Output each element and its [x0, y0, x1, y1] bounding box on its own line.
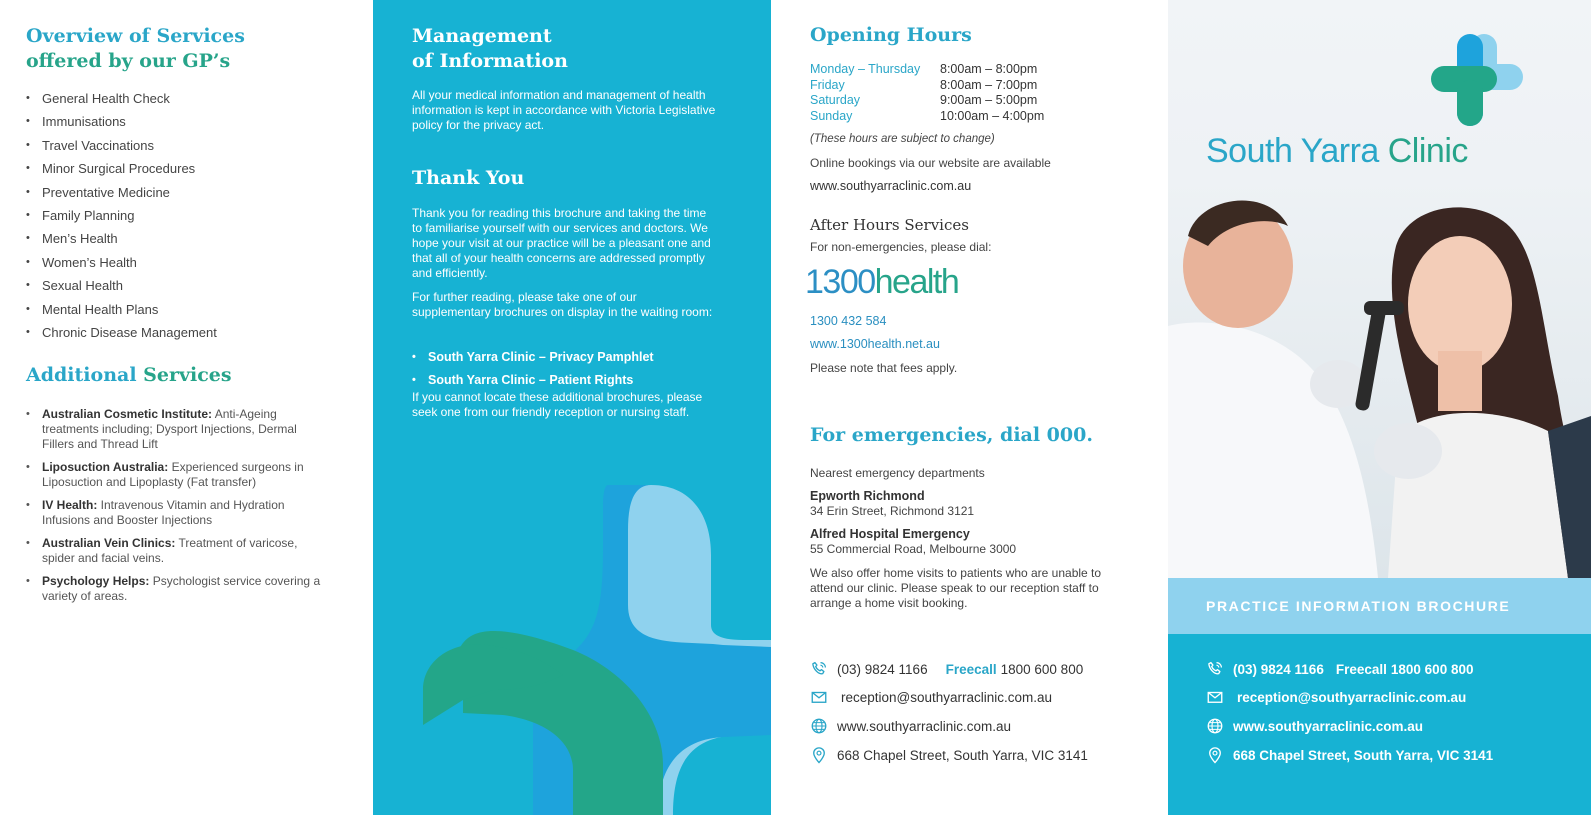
hospital-name: Alfred Hospital Emergency — [810, 527, 970, 541]
list-item: • Travel Vaccinations — [26, 134, 217, 157]
freecall-number[interactable]: 1800 600 800 — [1000, 661, 1084, 677]
opening-hours-title: Opening Hours — [810, 24, 972, 46]
contact-email-row — [810, 688, 1052, 706]
list-item: • Men’s Health — [26, 227, 217, 250]
hours-note: (These hours are subject to change) — [810, 133, 995, 145]
list-item: • Women’s Health — [26, 251, 217, 274]
hours-row — [810, 62, 1044, 78]
hospital-address: 34 Erin Street, Richmond 3121 — [810, 504, 975, 518]
location-pin-icon — [1206, 746, 1224, 764]
hours-row — [810, 93, 1044, 109]
management-title-line2: of Information — [412, 50, 568, 72]
clinic-name-a: South Yarra — [1206, 132, 1388, 170]
hospital-2 — [810, 527, 1120, 557]
services-list — [26, 87, 217, 344]
list-item: • Chronic Disease Management — [26, 321, 217, 344]
home-visit-text: We also offer home visits to patients who are unable to attend our clinic. Please speak to our reception staff to arrange a home visit booking. — [810, 566, 1102, 610]
hours-day: Sunday — [810, 108, 853, 123]
management-text: All your medical information and management of health information is kept in accordance with Victoria Legislative policy for the privacy act. — [412, 88, 716, 132]
web-link[interactable]: www.southyarraclinic.com.au — [1233, 718, 1424, 734]
online-booking-note: Online bookings via our website are available — [810, 156, 1051, 170]
contact-address-row — [810, 746, 1088, 764]
hours-day: Saturday — [810, 93, 861, 107]
contact-web-row — [810, 717, 1011, 735]
web-link[interactable]: www.southyarraclinic.com.au — [837, 718, 1012, 734]
phone-icon — [810, 660, 828, 678]
services-title-line2b: GP’s — [182, 50, 231, 72]
location-pin-icon — [810, 746, 828, 764]
service-name: Psychology Helps: — [42, 574, 150, 588]
hours-day: Friday — [810, 77, 845, 92]
hours-time: 10:00am – 4:00pm — [940, 108, 1045, 123]
list-item — [26, 498, 331, 528]
email-icon — [810, 688, 828, 706]
cover-email-row — [1206, 688, 1466, 706]
additional-title-a: Additional — [26, 364, 144, 386]
logo-number: 1300 — [805, 263, 875, 301]
clinic-name-b: Clinic — [1387, 132, 1468, 170]
list-item: • Sexual Health — [26, 274, 217, 297]
doctor-patient-photo — [1168, 176, 1591, 578]
brochure-list — [412, 346, 654, 392]
hospital-address: 55 Commercial Road, Melbourne 3000 — [810, 542, 1017, 556]
hours-time: 8:00am – 8:00pm — [940, 62, 1038, 76]
service-name: Liposuction Australia: — [42, 460, 169, 474]
email-link[interactable]: reception@southyarraclinic.com.au — [1237, 689, 1467, 705]
service-desc: Treatment of varicose, spider and facial veins. — [42, 536, 298, 565]
website-link[interactable]: www.southyarraclinic.com.au — [810, 179, 972, 193]
list-item: • Preventative Medicine — [26, 181, 217, 204]
hours-table — [810, 62, 1044, 124]
cross-decoration — [423, 485, 771, 815]
services-title-line1: Overview of Services — [26, 25, 245, 47]
service-name: Australian Vein Clinics: — [42, 536, 176, 550]
phone-number[interactable]: (03) 9824 1166 — [837, 661, 928, 677]
management-title-line1: Management — [412, 25, 552, 47]
thank-you-title: Thank You — [412, 167, 525, 189]
management-panel — [373, 0, 771, 815]
services-title — [26, 24, 245, 74]
list-item: • South Yarra Clinic – Privacy Pamphlet — [412, 346, 654, 369]
list-item: • Immunisations — [26, 110, 217, 133]
service-desc: Intravenous Vitamin and Hydration Infusions and Booster Injections — [42, 498, 285, 527]
service-desc: Experienced surgeons in Liposuction and Lipoplasty (Fat transfer) — [42, 460, 304, 489]
list-item — [26, 536, 331, 566]
after-hours-text: For non-emergencies, please dial: — [810, 240, 992, 254]
emergency-title: For emergencies, dial 000. — [810, 424, 1093, 446]
locate-text: If you cannot locate these additional brochures, please seek one from our friendly reception or nursing staff. — [412, 390, 703, 419]
address-text: 668 Chapel Street, South Yarra, VIC 3141 — [1233, 747, 1494, 763]
cover-panel — [1168, 0, 1591, 815]
service-name: Australian Cosmetic Institute: — [42, 407, 213, 421]
phone-icon — [1206, 660, 1224, 678]
cover-phone-row — [1206, 660, 1473, 678]
services-panel — [0, 0, 373, 815]
phone-number[interactable]: (03) 9824 1166 — [1233, 661, 1324, 677]
globe-icon — [1206, 717, 1224, 735]
1300health-logo — [805, 262, 958, 302]
service-desc: Anti-Ageing treatments including; Dysport Injections, Dermal Fillers and Thread Lift — [42, 407, 297, 451]
additional-services-title — [26, 364, 232, 386]
hospital-name: Epworth Richmond — [810, 489, 925, 503]
freecall-label: Freecall — [1335, 661, 1387, 677]
hours-row — [810, 109, 1044, 125]
service-name: IV Health: — [42, 498, 98, 512]
hours-panel — [771, 0, 1168, 815]
cover-web-row — [1206, 717, 1423, 735]
list-item: • Minor Surgical Procedures — [26, 157, 217, 180]
additional-services-list — [26, 407, 331, 612]
address-text: 668 Chapel Street, South Yarra, VIC 3141 — [837, 747, 1088, 763]
logo-word: health — [874, 263, 959, 301]
email-icon — [1206, 688, 1224, 706]
clinic-logo-cross — [1431, 32, 1523, 126]
fees-note: Please note that fees apply. — [810, 361, 958, 375]
brochure-banner — [1168, 578, 1591, 634]
management-title — [412, 24, 568, 74]
list-item — [26, 460, 331, 490]
service-desc: Psychologist service covering a variety of areas. — [42, 574, 321, 603]
after-hours-title: After Hours Services — [810, 216, 969, 234]
banner-text: PRACTICE INFORMATION BROCHURE — [1206, 598, 1511, 614]
freecall-number[interactable]: 1800 600 800 — [1390, 661, 1474, 677]
list-item: • General Health Check — [26, 87, 217, 110]
cover-top — [1168, 0, 1591, 578]
hours-row — [810, 78, 1044, 94]
cover-address-row — [1206, 746, 1493, 764]
after-hours-web-link[interactable]: www.1300health.net.au — [810, 337, 940, 351]
services-title-line2a: offered by our — [26, 50, 183, 72]
nearest-emergency-label: Nearest emergency departments — [810, 466, 985, 480]
contact-phone-row — [810, 660, 1083, 678]
list-item — [26, 574, 331, 604]
hours-time: 8:00am – 7:00pm — [940, 77, 1038, 92]
hospital-1 — [810, 489, 1120, 519]
email-link[interactable]: reception@southyarraclinic.com.au — [841, 689, 1053, 705]
list-item: • Family Planning — [26, 204, 217, 227]
list-item — [26, 407, 331, 452]
list-item: • Mental Health Plans — [26, 298, 217, 321]
additional-title-b: Services — [143, 364, 232, 386]
hours-day: Monday – Thursday — [810, 62, 921, 76]
further-reading-text: For further reading, please take one of our supplementary brochures on display in the waiting room: — [412, 290, 713, 319]
hours-time: 9:00am – 5:00pm — [940, 93, 1038, 107]
thank-you-text: Thank you for reading this brochure and taking the time to familiarise yourself with our services and doctors. We hope your visit at our practice will be a pleasant one and that all of your health concerns are addressed promptly and efficiently. — [412, 206, 711, 280]
after-hours-phone[interactable]: 1300 432 584 — [810, 314, 887, 328]
globe-icon — [810, 717, 828, 735]
list-item: • South Yarra Clinic – Patient Rights — [412, 369, 654, 392]
clinic-name — [1206, 132, 1468, 171]
freecall-label: Freecall — [945, 661, 997, 677]
